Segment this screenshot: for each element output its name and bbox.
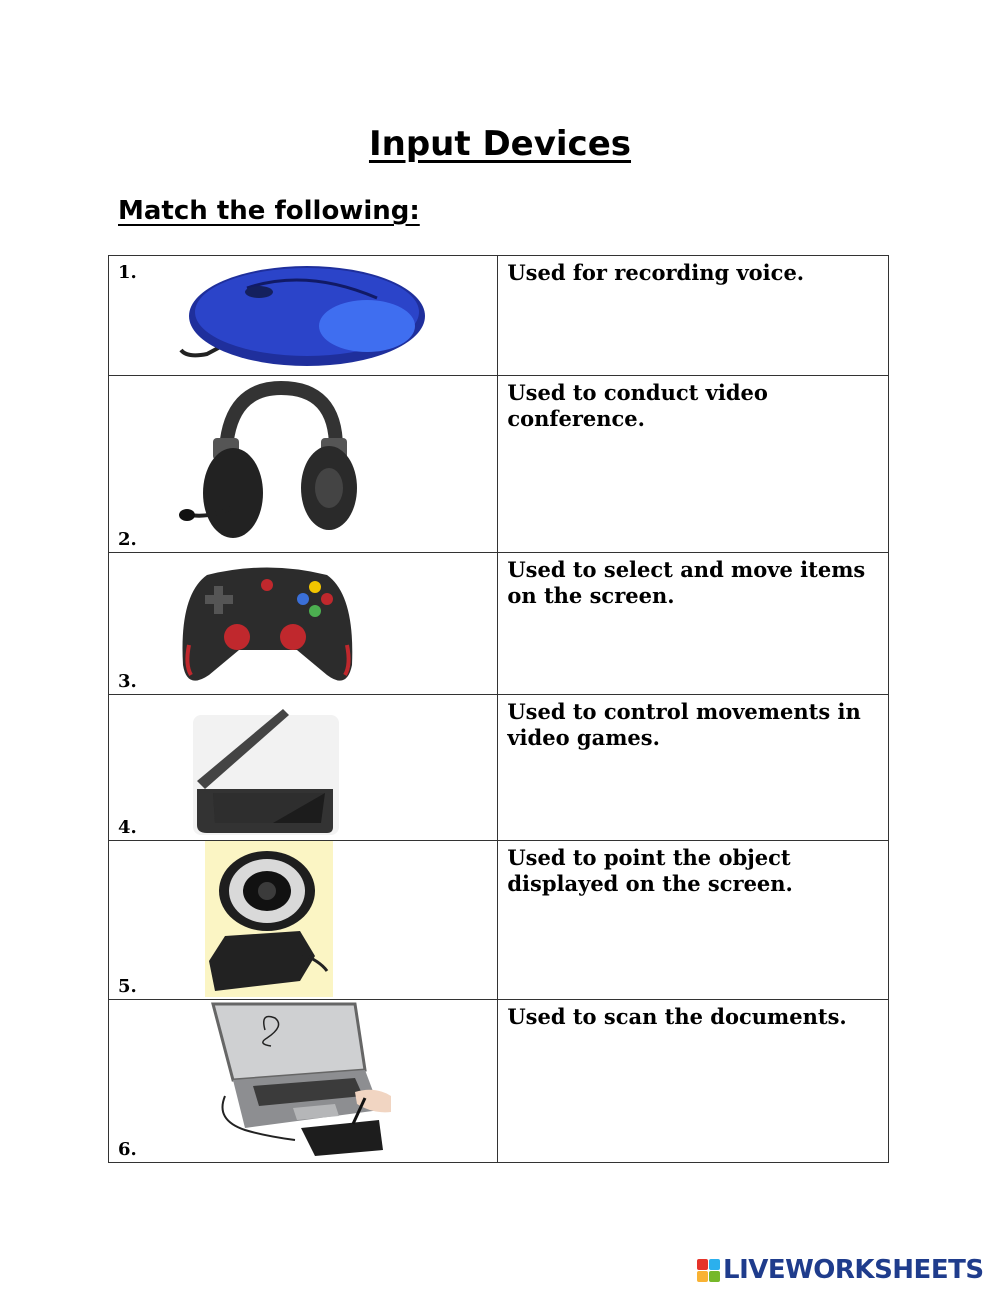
logo-text: LIVEWORKSHEETS	[723, 1255, 984, 1285]
image-cell	[109, 553, 498, 695]
table-row	[109, 376, 889, 553]
table-row	[109, 1000, 889, 1163]
image-cell	[109, 841, 498, 1000]
row-number: 1.	[118, 262, 137, 283]
graphics-tablet-icon	[205, 1000, 393, 1158]
row-number: 4.	[118, 817, 137, 838]
description-cell	[498, 553, 889, 695]
description-text: Used to point the object displayed on the screen.	[507, 845, 793, 896]
mouse-icon	[177, 258, 429, 376]
liveworksheets-logo	[697, 1255, 984, 1285]
description-text: Used to conduct video conference.	[507, 380, 768, 431]
headset-icon	[171, 378, 361, 550]
row-number: 3.	[118, 671, 137, 692]
image-cell	[109, 1000, 498, 1163]
image-cell	[109, 695, 498, 841]
row-number: 5.	[118, 976, 137, 997]
image-cell	[109, 256, 498, 376]
image-cell	[109, 376, 498, 553]
description-cell	[498, 841, 889, 1000]
description-text: Used for recording voice.	[507, 260, 805, 285]
webcam-icon	[205, 841, 333, 997]
page-title: Input Devices	[368, 124, 632, 164]
row-number: 6.	[118, 1139, 137, 1160]
table-row	[109, 553, 889, 695]
gamepad-icon	[177, 555, 359, 691]
instructions-heading: Match the following:	[118, 196, 420, 226]
table-row	[109, 841, 889, 1000]
description-text: Used to control movements in video games.	[507, 699, 861, 750]
table-row	[109, 256, 889, 376]
description-text: Used to select and move items on the screen.	[507, 557, 866, 608]
description-cell	[498, 1000, 889, 1163]
description-cell	[498, 376, 889, 553]
description-cell	[498, 695, 889, 841]
scanner-icon	[193, 709, 343, 837]
description-text: Used to scan the documents.	[507, 1004, 847, 1029]
matching-table	[108, 255, 889, 1163]
logo-blocks-icon	[697, 1259, 720, 1282]
row-number: 2.	[118, 529, 137, 550]
description-cell	[498, 256, 889, 376]
table-row	[109, 695, 889, 841]
